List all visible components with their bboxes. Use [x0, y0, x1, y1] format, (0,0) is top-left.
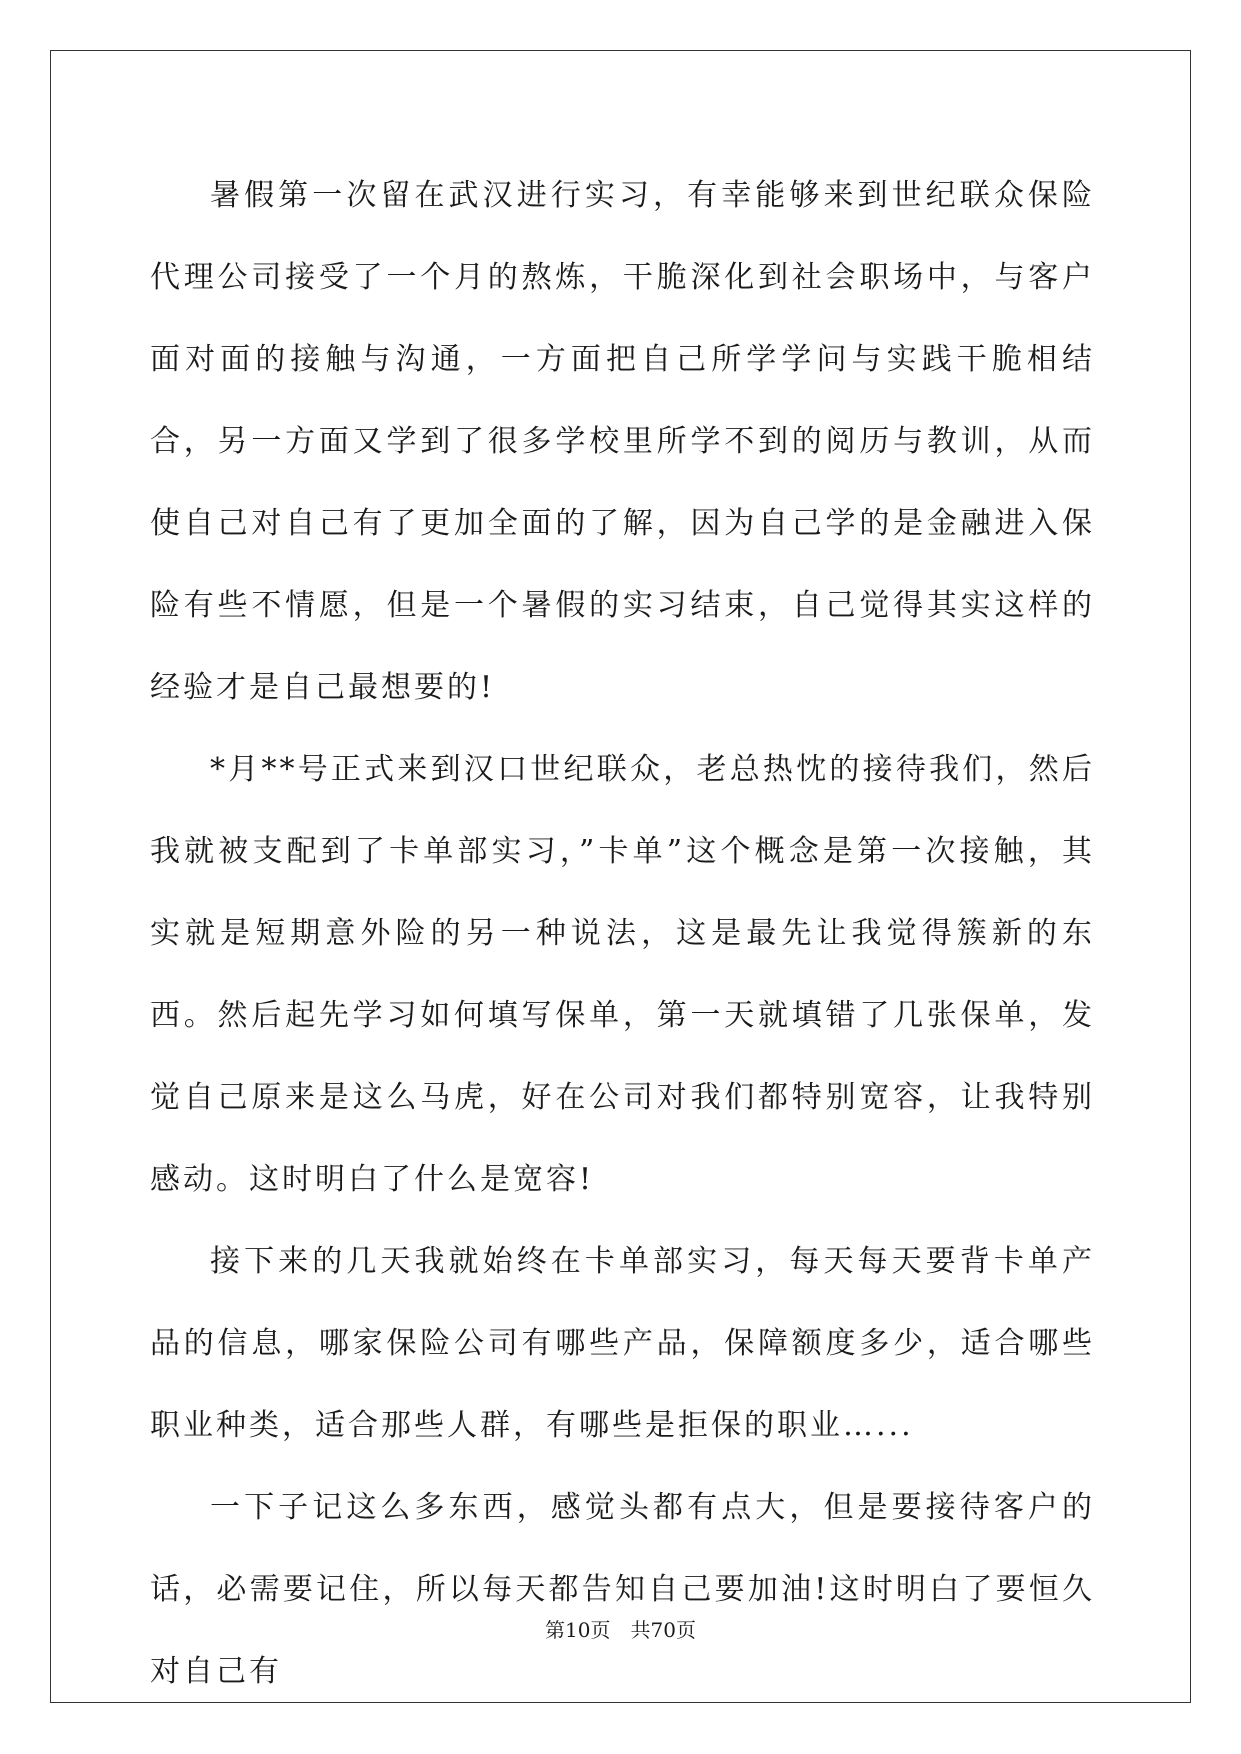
paragraph: 一下子记这么多东西，感觉头都有点大，但是要接待客户的话，必需要记住，所以每天都告知自己要加油!这时明白了要恒久对自己有 [150, 1490, 1095, 1689]
page-footer [0, 1614, 1241, 1643]
paragraph: 接下来的几天我就始终在卡单部实习，每天每天要背卡单产品的信息，哪家保险公司有哪些产品，保障额度多少，适合哪些职业种类，适合那些人群，有哪些是拒保的职业…... [150, 1244, 1095, 1443]
paragraph: *月**号正式来到汉口世纪联众，老总热忱的接待我们，然后我就被支配到了卡单部实习，”卡单”这个概念是第一次接触，其实就是短期意外险的另一种说法，这是最先让我觉得簇新的东西。然后起先学习如何填写保单，第一天就填错了几张保单，发觉自己原来是这么马虎，好在公司对我们都特别宽容，让我特别感动。这时明白了什么是宽容! [150, 752, 1095, 1197]
page-number: 第10页 [545, 1618, 611, 1642]
document-body [150, 155, 1095, 1713]
paragraph: 暑假第一次留在武汉进行实习，有幸能够来到世纪联众保险代理公司接受了一个月的熬炼，干脆深化到社会职场中，与客户面对面的接触与沟通，一方面把自己所学学问与实践干脆相结合，另一方面又学到了很多学校里所学不到的阅历与教训，从而使自己对自己有了更加全面的了解，因为自己学的是金融进入保险有些不情愿，但是一个暑假的实习结束，自己觉得其实这样的经验才是自己最想要的! [150, 178, 1095, 705]
page-total: 共70页 [630, 1618, 696, 1642]
